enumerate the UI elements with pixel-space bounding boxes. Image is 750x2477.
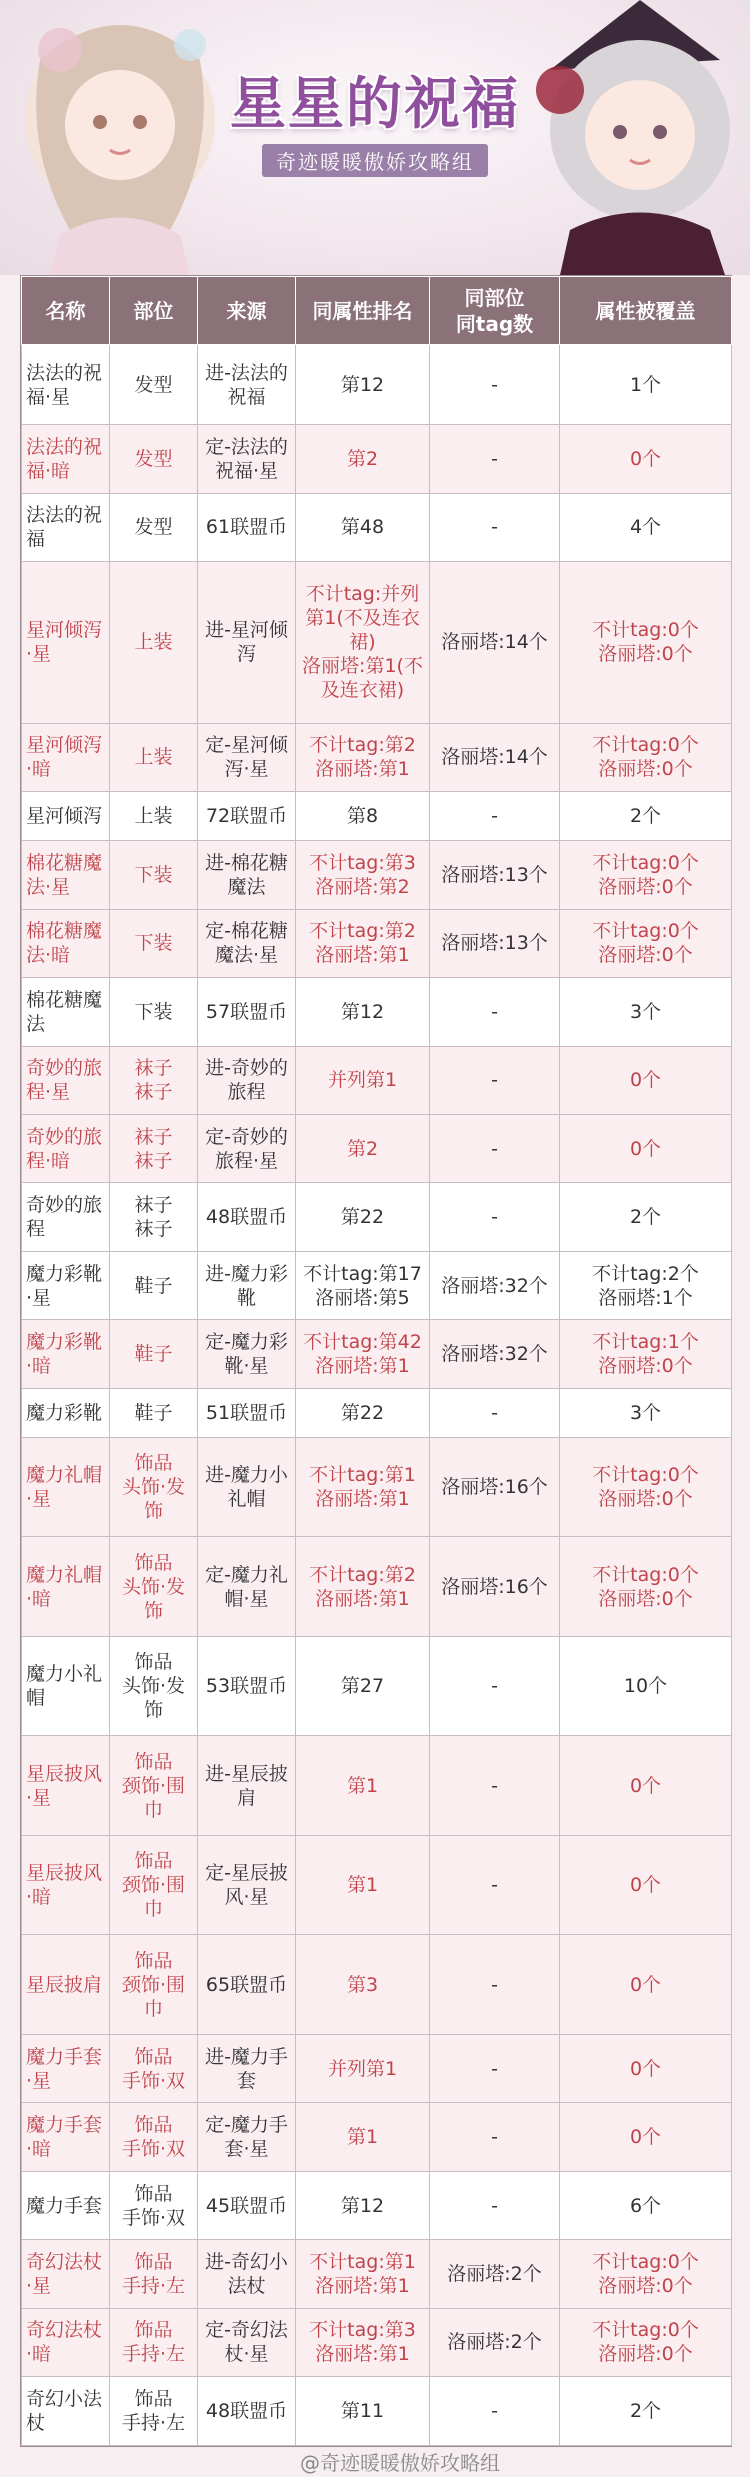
- table-row: [22, 2103, 732, 2171]
- cell-tag-count: -: [430, 2377, 560, 2446]
- cell-tag-count: 洛丽塔:2个: [430, 2308, 560, 2376]
- cell-tag-count: -: [430, 792, 560, 841]
- cell-rank: 不计tag:第2 洛丽塔:第1: [296, 723, 430, 791]
- cell-covered: 2个: [560, 792, 732, 841]
- cell-source: 65联盟币: [198, 1935, 296, 2034]
- table-row: [22, 1835, 732, 1934]
- cell-tag-count: 洛丽塔:14个: [430, 723, 560, 791]
- cell-tag-count: -: [430, 1835, 560, 1934]
- cell-source: 72联盟币: [198, 792, 296, 841]
- cell-rank: 第2: [296, 425, 430, 493]
- table-row: [22, 723, 732, 791]
- table-row: [22, 1636, 732, 1735]
- table-row: [22, 2171, 732, 2239]
- cell-part: 下装: [110, 978, 198, 1046]
- cell-tag-count: -: [430, 1388, 560, 1437]
- cell-tag-count: -: [430, 2034, 560, 2102]
- page-subtitle: 奇迹暖暖傲娇攻略组: [262, 144, 488, 177]
- column-header-part: 部位: [110, 277, 198, 345]
- cell-source: 进-魔力手套: [198, 2034, 296, 2102]
- cell-rank: 不计tag:第17 洛丽塔:第5: [296, 1251, 430, 1319]
- cell-name: 魔力小礼帽: [22, 1636, 110, 1735]
- cell-name: 魔力彩靴·星: [22, 1251, 110, 1319]
- cell-source: 进-星河倾泻: [198, 562, 296, 724]
- cell-source: 定-奇妙的旅程·星: [198, 1115, 296, 1183]
- cell-part: 鞋子: [110, 1388, 198, 1437]
- column-header-name: 名称: [22, 277, 110, 345]
- cell-part: 饰品 手饰·双: [110, 2171, 198, 2239]
- cell-name: 奇幻法杖·暗: [22, 2308, 110, 2376]
- table-row: [22, 1251, 732, 1319]
- cell-covered: 不计tag:0个 洛丽塔:0个: [560, 909, 732, 977]
- title-block: [205, 70, 545, 200]
- cell-covered: 不计tag:0个 洛丽塔:0个: [560, 2308, 732, 2376]
- cell-covered: 不计tag:0个 洛丽塔:0个: [560, 1437, 732, 1536]
- cell-part: 鞋子: [110, 1251, 198, 1319]
- watermark-text: @奇迹暖暖傲娇攻略组: [300, 2451, 500, 2475]
- cell-source: 进-棉花糖魔法: [198, 841, 296, 909]
- cell-part: 上装: [110, 723, 198, 791]
- item-table: [21, 276, 732, 2446]
- cell-tag-count: -: [430, 493, 560, 561]
- cell-source: 53联盟币: [198, 1636, 296, 1735]
- cell-rank: 不计tag:并列第1(不及连衣裙) 洛丽塔:第1(不及连衣裙): [296, 562, 430, 724]
- cell-tag-count: -: [430, 1115, 560, 1183]
- cell-source: 57联盟币: [198, 978, 296, 1046]
- cell-tag-count: -: [430, 2171, 560, 2239]
- cell-part: 饰品 手持·左: [110, 2308, 198, 2376]
- table-row: [22, 792, 732, 841]
- cell-covered: 0个: [560, 1835, 732, 1934]
- cell-covered: 0个: [560, 1935, 732, 2034]
- cell-source: 定-奇幻法杖·星: [198, 2308, 296, 2376]
- table-row: [22, 978, 732, 1046]
- cell-rank: 不计tag:第1 洛丽塔:第1: [296, 1437, 430, 1536]
- table-row: [22, 1046, 732, 1114]
- cell-name: 魔力手套: [22, 2171, 110, 2239]
- cell-name: 魔力手套·星: [22, 2034, 110, 2102]
- cell-part: 饰品 手饰·双: [110, 2034, 198, 2102]
- cell-name: 星辰披肩: [22, 1935, 110, 2034]
- cell-tag-count: -: [430, 425, 560, 493]
- cell-covered: 2个: [560, 1183, 732, 1251]
- cell-covered: 不计tag:1个 洛丽塔:0个: [560, 1320, 732, 1388]
- cell-tag-count: 洛丽塔:16个: [430, 1437, 560, 1536]
- table-row: [22, 1183, 732, 1251]
- cell-part: 上装: [110, 792, 198, 841]
- cell-tag-count: -: [430, 345, 560, 425]
- page-title: 星星的祝福: [230, 72, 520, 137]
- cell-covered: 不计tag:2个 洛丽塔:1个: [560, 1251, 732, 1319]
- cell-source: 进-奇妙的旅程: [198, 1046, 296, 1114]
- cell-source: 61联盟币: [198, 493, 296, 561]
- cell-tag-count: -: [430, 1183, 560, 1251]
- column-header-rank: 同属性排名: [296, 277, 430, 345]
- cell-part: 袜子 袜子: [110, 1115, 198, 1183]
- cell-name: 奇妙的旅程·暗: [22, 1115, 110, 1183]
- cell-part: 饰品 头饰·发饰: [110, 1437, 198, 1536]
- cell-name: 魔力彩靴·暗: [22, 1320, 110, 1388]
- cell-name: 奇妙的旅程: [22, 1183, 110, 1251]
- cell-source: 进-魔力彩靴: [198, 1251, 296, 1319]
- cell-name: 棉花糖魔法: [22, 978, 110, 1046]
- table-row: [22, 1115, 732, 1183]
- cell-source: 51联盟币: [198, 1388, 296, 1437]
- cell-rank: 第1: [296, 1736, 430, 1835]
- cell-rank: 第2: [296, 1115, 430, 1183]
- cell-part: 下装: [110, 909, 198, 977]
- cell-covered: 3个: [560, 1388, 732, 1437]
- cell-covered: 10个: [560, 1636, 732, 1735]
- cell-part: 袜子 袜子: [110, 1183, 198, 1251]
- cell-covered: 0个: [560, 2103, 732, 2171]
- cell-part: 饰品 手饰·双: [110, 2103, 198, 2171]
- cell-rank: 不计tag:第2 洛丽塔:第1: [296, 909, 430, 977]
- table-row: [22, 1537, 732, 1636]
- cell-part: 饰品 颈饰·围巾: [110, 1935, 198, 2034]
- cell-source: 定-魔力礼帽·星: [198, 1537, 296, 1636]
- column-header-covered: 属性被覆盖: [560, 277, 732, 345]
- table-row: [22, 1736, 732, 1835]
- cell-name: 星河倾泻·暗: [22, 723, 110, 791]
- cell-rank: 不计tag:第1 洛丽塔:第1: [296, 2240, 430, 2308]
- cell-covered: 3个: [560, 978, 732, 1046]
- cell-tag-count: 洛丽塔:13个: [430, 841, 560, 909]
- cell-source: 定-法法的祝福·星: [198, 425, 296, 493]
- table-row: [22, 2308, 732, 2376]
- cell-name: 魔力彩靴: [22, 1388, 110, 1437]
- table-row: [22, 345, 732, 425]
- cell-rank: 不计tag:第42 洛丽塔:第1: [296, 1320, 430, 1388]
- table-row: [22, 841, 732, 909]
- cell-part: 饰品 手持·左: [110, 2377, 198, 2446]
- cell-name: 奇幻法杖·星: [22, 2240, 110, 2308]
- cell-source: 48联盟币: [198, 2377, 296, 2446]
- cell-covered: 0个: [560, 2034, 732, 2102]
- cell-tag-count: -: [430, 1046, 560, 1114]
- cell-covered: 不计tag:0个 洛丽塔:0个: [560, 841, 732, 909]
- cell-tag-count: 洛丽塔:16个: [430, 1537, 560, 1636]
- cell-tag-count: 洛丽塔:14个: [430, 562, 560, 724]
- table-row: [22, 1437, 732, 1536]
- table-row: [22, 493, 732, 561]
- cell-tag-count: -: [430, 1736, 560, 1835]
- cell-tag-count: -: [430, 978, 560, 1046]
- cell-name: 棉花糖魔法·暗: [22, 909, 110, 977]
- cell-name: 星辰披风·暗: [22, 1835, 110, 1934]
- cell-source: 45联盟币: [198, 2171, 296, 2239]
- cell-covered: 6个: [560, 2171, 732, 2239]
- table-row: [22, 1388, 732, 1437]
- cell-source: 定-星河倾泻·星: [198, 723, 296, 791]
- cell-name: 奇幻小法杖: [22, 2377, 110, 2446]
- cell-rank: 第11: [296, 2377, 430, 2446]
- cell-name: 棉花糖魔法·星: [22, 841, 110, 909]
- cell-source: 48联盟币: [198, 1183, 296, 1251]
- cell-part: 饰品 手持·左: [110, 2240, 198, 2308]
- cell-tag-count: 洛丽塔:32个: [430, 1251, 560, 1319]
- cell-rank: 并列第1: [296, 1046, 430, 1114]
- cell-part: 鞋子: [110, 1320, 198, 1388]
- cell-source: 定-魔力手套·星: [198, 2103, 296, 2171]
- cell-rank: 第8: [296, 792, 430, 841]
- cell-covered: 0个: [560, 1115, 732, 1183]
- cell-part: 饰品 头饰·发饰: [110, 1537, 198, 1636]
- cell-covered: 不计tag:0个 洛丽塔:0个: [560, 723, 732, 791]
- cell-name: 星河倾泻·星: [22, 562, 110, 724]
- header-banner: [0, 0, 750, 275]
- cell-part: 袜子 袜子: [110, 1046, 198, 1114]
- table-row: [22, 2034, 732, 2102]
- cell-name: 魔力手套·暗: [22, 2103, 110, 2171]
- cell-name: 奇妙的旅程·星: [22, 1046, 110, 1114]
- cell-rank: 第27: [296, 1636, 430, 1735]
- table-row: [22, 425, 732, 493]
- cell-name: 法法的祝福·暗: [22, 425, 110, 493]
- cell-rank: 不计tag:第3 洛丽塔:第2: [296, 841, 430, 909]
- cell-source: 进-魔力小礼帽: [198, 1437, 296, 1536]
- table-row: [22, 909, 732, 977]
- cell-rank: 第48: [296, 493, 430, 561]
- cell-source: 定-魔力彩靴·星: [198, 1320, 296, 1388]
- cell-part: 下装: [110, 841, 198, 909]
- cell-tag-count: -: [430, 1636, 560, 1735]
- cell-part: 上装: [110, 562, 198, 724]
- cell-part: 饰品 头饰·发饰: [110, 1636, 198, 1735]
- cell-tag-count: 洛丽塔:2个: [430, 2240, 560, 2308]
- cell-source: 进-奇幻小法杖: [198, 2240, 296, 2308]
- cell-name: 法法的祝福·星: [22, 345, 110, 425]
- cell-covered: 2个: [560, 2377, 732, 2446]
- cell-name: 法法的祝福: [22, 493, 110, 561]
- cell-source: 定-星辰披风·星: [198, 1835, 296, 1934]
- cell-rank: 第1: [296, 2103, 430, 2171]
- table-row: [22, 2240, 732, 2308]
- column-header-source: 来源: [198, 277, 296, 345]
- watermark: [0, 2447, 750, 2477]
- table-header-row: [22, 277, 732, 345]
- cell-tag-count: -: [430, 1935, 560, 2034]
- cell-rank: 第3: [296, 1935, 430, 2034]
- cell-covered: 4个: [560, 493, 732, 561]
- table-row: [22, 562, 732, 724]
- cell-rank: 不计tag:第3 洛丽塔:第1: [296, 2308, 430, 2376]
- table-row: [22, 2377, 732, 2446]
- column-header-tag-count: 同部位 同tag数: [430, 277, 560, 345]
- cell-name: 星河倾泻: [22, 792, 110, 841]
- cell-tag-count: 洛丽塔:13个: [430, 909, 560, 977]
- cell-part: 发型: [110, 493, 198, 561]
- cell-covered: 不计tag:0个 洛丽塔:0个: [560, 562, 732, 724]
- cell-tag-count: 洛丽塔:32个: [430, 1320, 560, 1388]
- cell-covered: 不计tag:0个 洛丽塔:0个: [560, 1537, 732, 1636]
- cell-part: 饰品 颈饰·围巾: [110, 1736, 198, 1835]
- cell-part: 发型: [110, 345, 198, 425]
- cell-rank: 第12: [296, 2171, 430, 2239]
- cell-rank: 第12: [296, 978, 430, 1046]
- cell-rank: 第22: [296, 1388, 430, 1437]
- cell-covered: 0个: [560, 1046, 732, 1114]
- cell-rank: 第1: [296, 1835, 430, 1934]
- cell-covered: 不计tag:0个 洛丽塔:0个: [560, 2240, 732, 2308]
- cell-source: 进-法法的祝福: [198, 345, 296, 425]
- cell-name: 魔力礼帽·暗: [22, 1537, 110, 1636]
- cell-rank: 第22: [296, 1183, 430, 1251]
- cell-tag-count: -: [430, 2103, 560, 2171]
- cell-name: 星辰披风·星: [22, 1736, 110, 1835]
- cell-covered: 1个: [560, 345, 732, 425]
- cell-part: 发型: [110, 425, 198, 493]
- cell-covered: 0个: [560, 1736, 732, 1835]
- cell-rank: 不计tag:第2 洛丽塔:第1: [296, 1537, 430, 1636]
- cell-part: 饰品 颈饰·围巾: [110, 1835, 198, 1934]
- item-table-container: [20, 275, 732, 2447]
- cell-source: 定-棉花糖魔法·星: [198, 909, 296, 977]
- table-row: [22, 1320, 732, 1388]
- cell-rank: 第12: [296, 345, 430, 425]
- cell-name: 魔力礼帽·星: [22, 1437, 110, 1536]
- cell-source: 进-星辰披肩: [198, 1736, 296, 1835]
- table-row: [22, 1935, 732, 2034]
- cell-covered: 0个: [560, 425, 732, 493]
- cell-rank: 并列第1: [296, 2034, 430, 2102]
